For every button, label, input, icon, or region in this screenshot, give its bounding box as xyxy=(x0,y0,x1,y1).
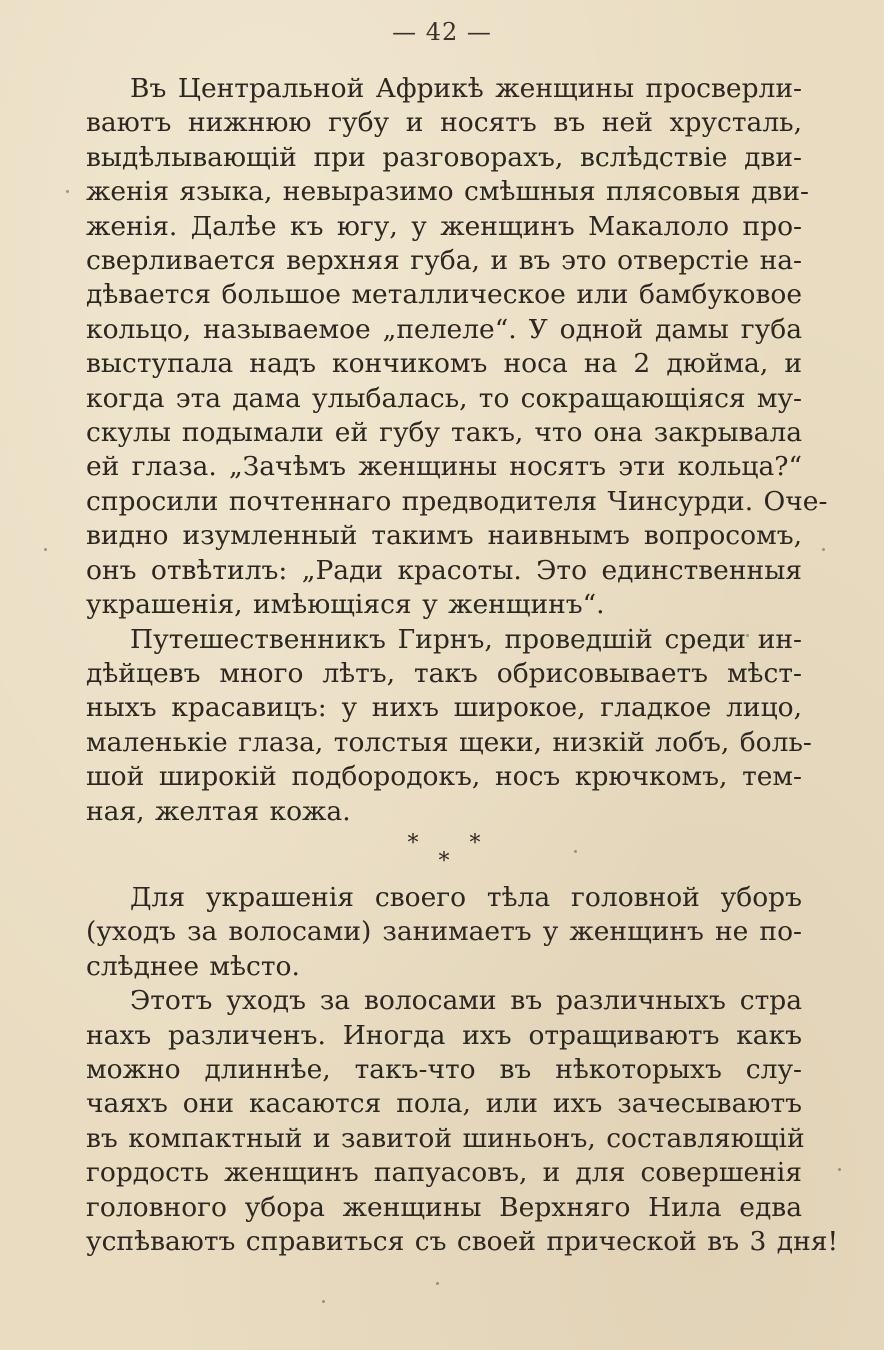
text-line: скулы подымали ей губу такъ, что она закрывала xyxy=(86,417,802,449)
paragraph-headdress xyxy=(86,881,802,984)
text-line: ваютъ нижнюю губу и носятъ въ ней хрусталь, xyxy=(86,107,802,139)
text-line: слѣднее мѣсто. xyxy=(86,950,300,982)
text-line: сверливается верхняя губа, и въ это отверстіе на- xyxy=(86,245,802,277)
paper-speck xyxy=(436,1282,439,1285)
text-line: ей глаза. „Зачѣмъ женщины носятъ эти кольца?“ xyxy=(86,451,802,483)
text-line: женія. Далѣе къ югу, у женщинъ Макалоло про- xyxy=(86,210,802,242)
paper-speck xyxy=(574,850,577,853)
paragraph-girn-description xyxy=(86,623,812,829)
paper-speck xyxy=(838,1168,841,1171)
text-line: Въ Центральной Африкѣ женщины просверли- xyxy=(130,73,802,104)
text-line: ная, желтая кожа. xyxy=(86,795,351,827)
text-line: онъ отвѣтилъ: „Ради красоты. Это единственныя xyxy=(86,554,802,586)
text-line: дѣвается большое металлическое или бамбуковое xyxy=(86,279,802,311)
text-line: въ компактный и завитой шиньонъ, составляющій xyxy=(86,1122,805,1154)
paper-speck xyxy=(66,190,69,193)
separator-stars-bottom: * xyxy=(438,848,450,874)
text-line: шой широкій подбородокъ, носъ крючкомъ, тем- xyxy=(86,761,802,793)
paper-speck xyxy=(140,1240,143,1243)
page-body xyxy=(86,72,839,1259)
text-line: чаяхъ они касаются пола, или ихъ зачесываютъ xyxy=(86,1088,802,1120)
text-line: успѣваютъ справиться съ своей прической въ 3 дня! xyxy=(86,1226,839,1257)
text-line: спросили почтеннаго предводителя Чинсурди. Оче- xyxy=(86,485,828,517)
text-line: Путешественникъ Гирнъ, проведшій среди ин- xyxy=(130,623,802,655)
text-line: выдѣлывающій при разговорахъ, вслѣдствіе дви- xyxy=(86,141,802,173)
text-line: дѣйцевъ много лѣтъ, такъ обрисовываетъ мѣст- xyxy=(86,657,802,689)
separator-stars-top: * * xyxy=(407,830,503,856)
page-number: — 42 — xyxy=(392,18,492,46)
text-line: выступала надъ кончикомъ носа на 2 дюйма, и xyxy=(86,348,802,380)
text-line: нахъ различенъ. Иногда ихъ отращиваютъ какъ xyxy=(86,1019,802,1051)
text-line: маленькіе глаза, толстыя щеки, низкій лобъ, боль- xyxy=(86,726,812,758)
paper-speck xyxy=(822,548,825,551)
text-line: ныхъ красавицъ: у нихъ широкое, гладкое лицо, xyxy=(86,692,802,724)
text-line: кольцо, называемое „пелеле“. У одной дамы губа xyxy=(86,313,802,345)
paper-speck xyxy=(44,548,47,551)
text-line: можно длиннѣе, такъ-что въ нѣкоторыхъ слу- xyxy=(86,1053,802,1085)
paper-speck xyxy=(746,634,749,637)
text-line: видно изумленный такимъ наивнымъ вопросомъ, xyxy=(86,520,802,552)
text-line: украшенія, имѣющіяся у женщинъ“. xyxy=(86,589,605,621)
text-line: гордость женщинъ папуасовъ, и для совершенія xyxy=(86,1157,802,1189)
section-separator xyxy=(86,830,802,874)
paragraph-africa-lip-ornaments xyxy=(86,72,828,623)
text-line: женія языка, невыразимо смѣшныя плясовыя дви- xyxy=(86,176,810,208)
paragraph-hair-care xyxy=(86,984,839,1259)
text-line: Этотъ уходъ за волосами въ различныхъ стра xyxy=(130,985,802,1017)
paper-speck xyxy=(322,1300,325,1303)
text-line: когда эта дама улыбалась, то сокращающіяся му- xyxy=(86,382,802,414)
text-line: Для украшенія своего тѣла головной уборъ xyxy=(130,881,802,913)
text-line: головного убора женщины Верхняго Нила едва xyxy=(86,1191,802,1223)
text-line: (уходъ за волосами) занимаетъ у женщинъ не по- xyxy=(86,916,802,948)
